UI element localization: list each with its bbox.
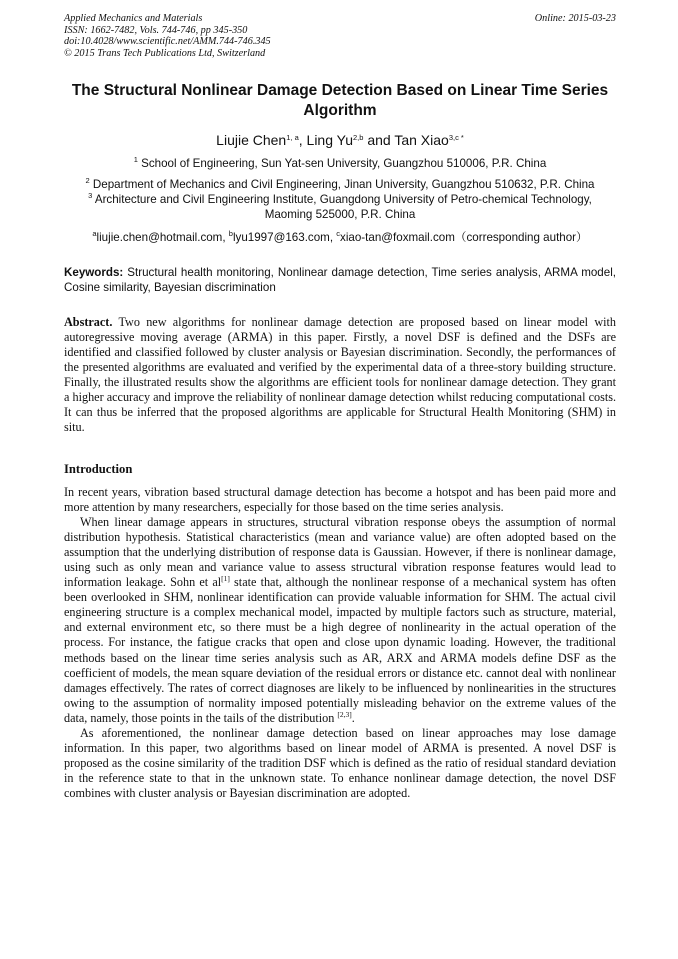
- issn-line: ISSN: 1662-7482, Vols. 744-746, pp 345-350: [64, 24, 248, 36]
- keywords-label: Keywords:: [64, 266, 124, 279]
- author-line: [64, 131, 616, 149]
- citation-1: [1]: [221, 574, 230, 584]
- affiliation-1: [64, 156, 616, 171]
- email-c: xiao-tan@foxmail.com（corresponding author）: [340, 231, 588, 244]
- online-date: Online: 2015-03-23: [534, 13, 616, 24]
- email-b-superscript: b: [228, 229, 233, 238]
- keywords-paragraph: [64, 265, 616, 295]
- introduction-heading: Introduction: [64, 462, 133, 476]
- affiliation-2-text: Department of Mechanics and Civil Engineering, Jinan University, Guangzhou 510632, P.R. China: [89, 178, 595, 191]
- keywords-text: Structural health monitoring, Nonlinear damage detection, Time series analysis, ARMA model, Cosine similarity, Bayesian discrimination: [64, 266, 616, 294]
- author-2-superscript: 2,b: [353, 133, 364, 142]
- abstract-text: Two new algorithms for nonlinear damage detection are proposed based on linear model with autoregressive moving average (ARMA) in this paper. Firstly, a novel DSF is defined and the DSFs are identified and classified followed by cluster analysis or Bayesian discrimination. Secondly, the performances of the presented algorithms are evaluated and verified by the experimental data of a three-story building structure. Finally, the illustrated results show the algorithms are efficient tools for nonlinear damage detection. They grant a higher accuracy and improve the reliability of nonlinear damage detection whilst reducing computational costs. It can thus be inferred that the proposed algorithms are applicable for Structural Health Monitoring (SHM) in situ.: [64, 315, 616, 435]
- author-1-name: Liujie Chen: [216, 132, 287, 148]
- affiliation-2-number: 2: [85, 176, 90, 185]
- author-1-superscript: 1, a: [286, 133, 299, 142]
- intro-paragraph-2: [64, 515, 616, 726]
- citation-2-3: [2,3]: [337, 709, 352, 719]
- author-3-superscript: 3,c *: [448, 133, 464, 142]
- journal-name: Applied Mechanics and Materials: [64, 13, 203, 24]
- affiliation-1-number: 1: [133, 155, 138, 164]
- introduction-body: [64, 485, 616, 801]
- affiliation-2: [64, 177, 616, 192]
- email-a: liujie.chen@hotmail.com,: [96, 231, 229, 244]
- email-b: lyu1997@163.com,: [232, 231, 337, 244]
- abstract-paragraph: [64, 315, 616, 435]
- doi-line: doi:10.4028/www.scientific.net/AMM.744-746.345: [64, 36, 271, 48]
- intro-paragraph-3: As aforementioned, the nonlinear damage detection based on linear approaches may lose damage information. In this paper, two algorithms based on linear model of ARMA is presented. A novel DSF is proposed as the cosine similarity of the tradition DSF which is defined as the ratio of residual standard deviation in the reference state to that in the unknown state. To enhance nonlinear damage detection, the novel DSF combines with cluster analysis or Bayesian discrimination are adopted.: [64, 725, 616, 800]
- affiliation-1-text: School of Engineering, Sun Yat-sen University, Guangzhou 510006, P.R. China: [137, 157, 547, 170]
- intro-paragraph-2-part-1: When linear damage appears in structures, structural vibration response obeys the assumption of normal distribution hypothesis. Statistical characteristics (mean and variance value) are often adopted based on the assumption that the underlying distribution of response data is Gaussian. However, if there is nonlinear damage, using such as only mean and variance value to assess structural vibration response features would lead to information leakage. Sohn et al: [64, 515, 616, 590]
- copyright-line: © 2015 Trans Tech Publications Ltd, Switzerland: [64, 47, 266, 59]
- affiliation-3-text: Architecture and Civil Engineering Institute, Guangdong University of Petro-chemical Technology, Maoming 525000, P.R. China: [92, 193, 592, 221]
- affiliation-3-number: 3: [88, 191, 93, 200]
- paper-title: The Structural Nonlinear Damage Detection Based on Linear Time Series Algorithm: [71, 82, 609, 119]
- author-2-name: , Ling Yu: [298, 132, 353, 148]
- intro-paragraph-1: In recent years, vibration based structural damage detection has become a hotspot and has been paid more and more attention by many researchers, especially for those based on the time series analysis.: [64, 485, 616, 515]
- email-a-superscript: a: [92, 229, 97, 238]
- affiliation-3: [64, 192, 616, 222]
- email-c-superscript: c: [336, 229, 341, 238]
- email-line: [64, 230, 616, 245]
- intro-paragraph-2-part-2: state that, although the nonlinear response of a mechanical system has often been overlooked in SHM, nonlinear identification can provide valuable information for SHM. The actual civil engineering structure is a complex mechanical model, impacted by multiple factors such as structure, material, and external environment etc, so there must be a high degree of nonlinearity in the actual operation of the process. For instance, the fatigue cracks that open and close upon dynamic loading. However, the traditional methods based on the linear time series analysis such as AR, ARX and ARMA models define DSF as the coefficient of models, the mean square deviation of the residual errors or distance etc. cannot deal with nonlinear damages effectively. The rates of correct diagnoses are likely to be influenced by nonlinearities in the structures owing to the assumption of normality imposed potentially misleading behavior on the extreme values of the data, namely, those points in the tails of the distribution: [64, 575, 616, 725]
- journal-header: [64, 13, 616, 59]
- intro-paragraph-2-end: .: [351, 710, 355, 725]
- author-3-name: and Tan Xiao: [363, 132, 449, 148]
- abstract-label: Abstract.: [64, 315, 113, 329]
